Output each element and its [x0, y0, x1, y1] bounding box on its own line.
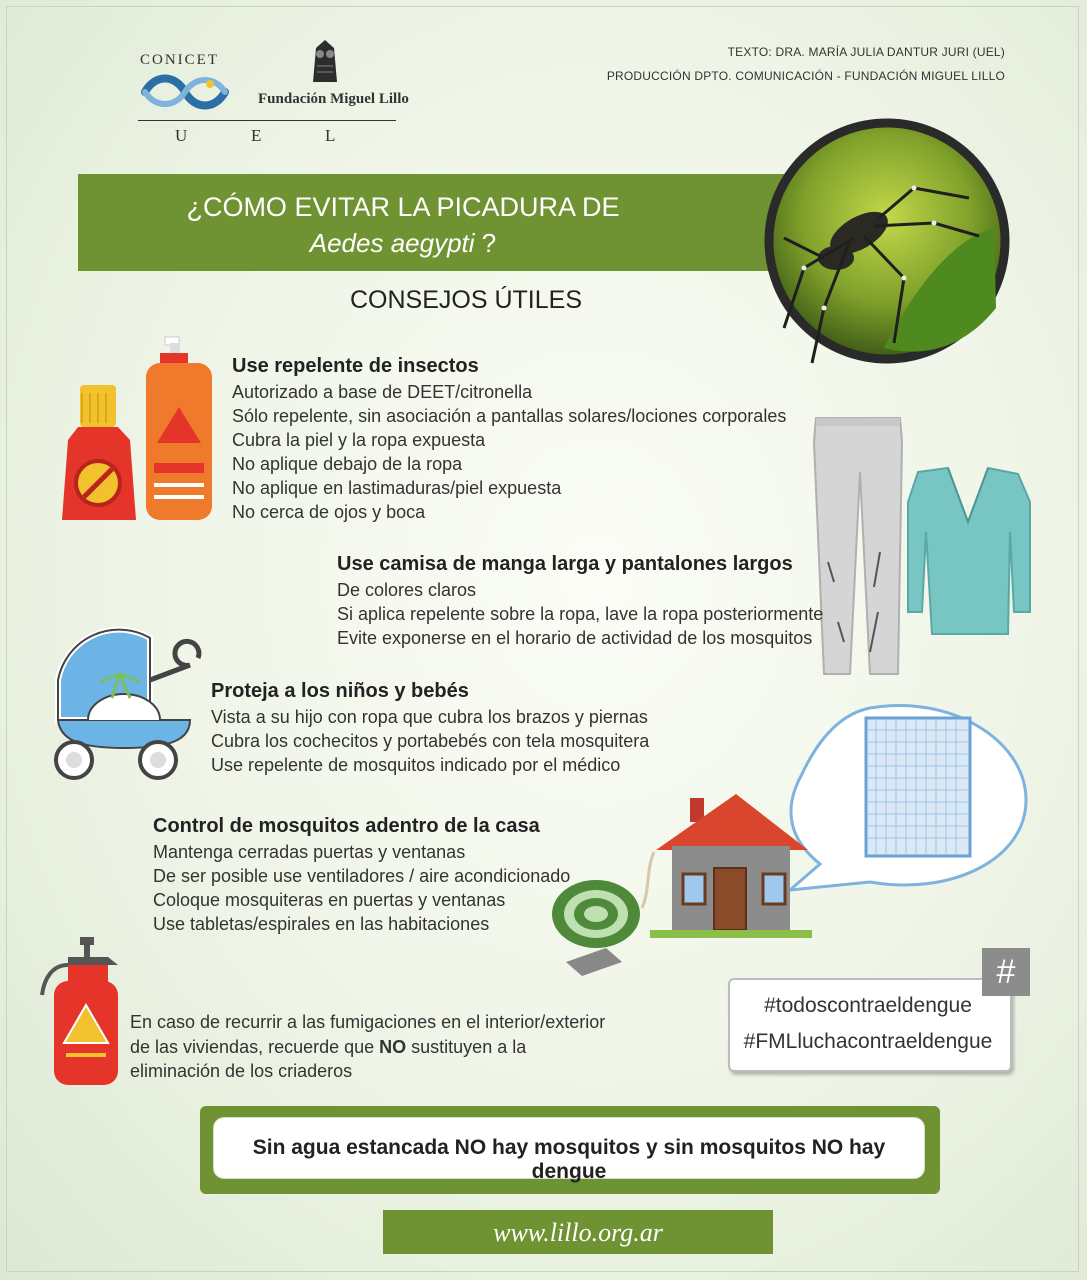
section-clothing-heading: Use camisa de manga larga y pantalones largos [337, 553, 793, 575]
list-item: Cubra los cochecitos y portabebés con tela mosquitera [211, 731, 650, 751]
slogan-text: Sin agua estancada NO hay mosquitos y sin mosquitos NO hay dengue [252, 1136, 886, 1183]
page-title-species [78, 228, 728, 259]
list-item: Sólo repelente, sin asociación a pantallas solares/lociones corporales [232, 406, 787, 426]
title-qmark: ? [474, 228, 497, 258]
list-item: Mantenga cerradas puertas y ventanas [153, 842, 466, 862]
fml-logo-text: Fundación Miguel Lillo [258, 91, 409, 107]
list-item: Evite exponerse en el horario de actividad de los mosquitos [337, 628, 813, 648]
list-item: De colores claros [337, 580, 477, 600]
house-and-coil-icon [550, 700, 1030, 980]
clothing-icon [808, 412, 1038, 682]
subtitle: CONSEJOS ÚTILES [350, 286, 582, 314]
uel-letter-e: E [251, 126, 262, 145]
repellent-bottles-icon [58, 335, 223, 525]
website-link[interactable]: www.lillo.org.ar [493, 1218, 663, 1247]
list-item: No aplique debajo de la ropa [232, 454, 463, 474]
list-item: Use repelente de mosquitos indicado por el médico [211, 755, 621, 775]
spray-bottle-icon [38, 935, 123, 1090]
section-house [153, 815, 570, 936]
list-item: De ser posible use ventiladores / aire acondicionado [153, 866, 571, 886]
stroller-icon [40, 620, 205, 785]
section-kids-heading: Proteja a los niños y bebés [211, 680, 469, 702]
fumigation-note [130, 1010, 610, 1084]
fumigation-emphasis: NO [379, 1036, 407, 1057]
owl-logo-icon [308, 38, 342, 88]
uel-divider [138, 120, 396, 121]
list-item: Si aplica repelente sobre la ropa, lave la ropa posteriormente [337, 604, 824, 624]
list-item: Vista a su hijo con ropa que cubra los brazos y piernas [211, 707, 648, 727]
list-item: No aplique en lastimaduras/piel expuesta [232, 478, 562, 498]
section-repellent-heading: Use repelente de insectos [232, 355, 479, 377]
list-item: Coloque mosquiteras en puertas y ventanas [153, 890, 506, 910]
hashtag-icon: # [982, 948, 1030, 996]
section-repellent [232, 355, 786, 524]
conicet-logo-text: CONICET [140, 52, 219, 68]
list-item: No cerca de ojos y boca [232, 502, 426, 522]
list-item: Cubra la piel y la ropa expuesta [232, 430, 486, 450]
uel-letter-l: L [325, 126, 336, 145]
credit-text-author: TEXTO: DRA. MARÍA JULIA DANTUR JURI (UEL) [727, 45, 1005, 59]
conicet-infinity-icon [140, 72, 230, 110]
fumigation-text-end: sustituyen a la eliminación de los criaderos [130, 1036, 527, 1081]
mosquito-photo [764, 118, 1010, 364]
hashtag-box [728, 978, 1012, 1072]
fumigation-text: En caso de recurrir a las fumigaciones en el interior/exterior de las viviendas, recuerde que [130, 1012, 606, 1057]
species-name: Aedes aegypti [309, 228, 475, 258]
uel-letter-u: U [175, 126, 188, 145]
hashtag-todoscontraeldengue[interactable]: #todoscontraeldengue [764, 994, 972, 1017]
page-title: ¿CÓMO EVITAR LA PICADURA DE [186, 192, 620, 222]
credits [607, 40, 1005, 88]
section-house-heading: Control de mosquitos adentro de la casa [153, 815, 540, 837]
hashtag-fmlluchacontraeldengue[interactable]: #FMLluchacontraeldengue [743, 1030, 993, 1053]
credit-production: PRODUCCIÓN DPTO. COMUNICACIÓN - FUNDACIÓN MIGUEL LILLO [606, 69, 1005, 83]
section-clothing [337, 553, 823, 650]
list-item: Autorizado a base de DEET/citronella [232, 382, 533, 402]
list-item: Use tabletas/espirales en las habitaciones [153, 914, 490, 934]
